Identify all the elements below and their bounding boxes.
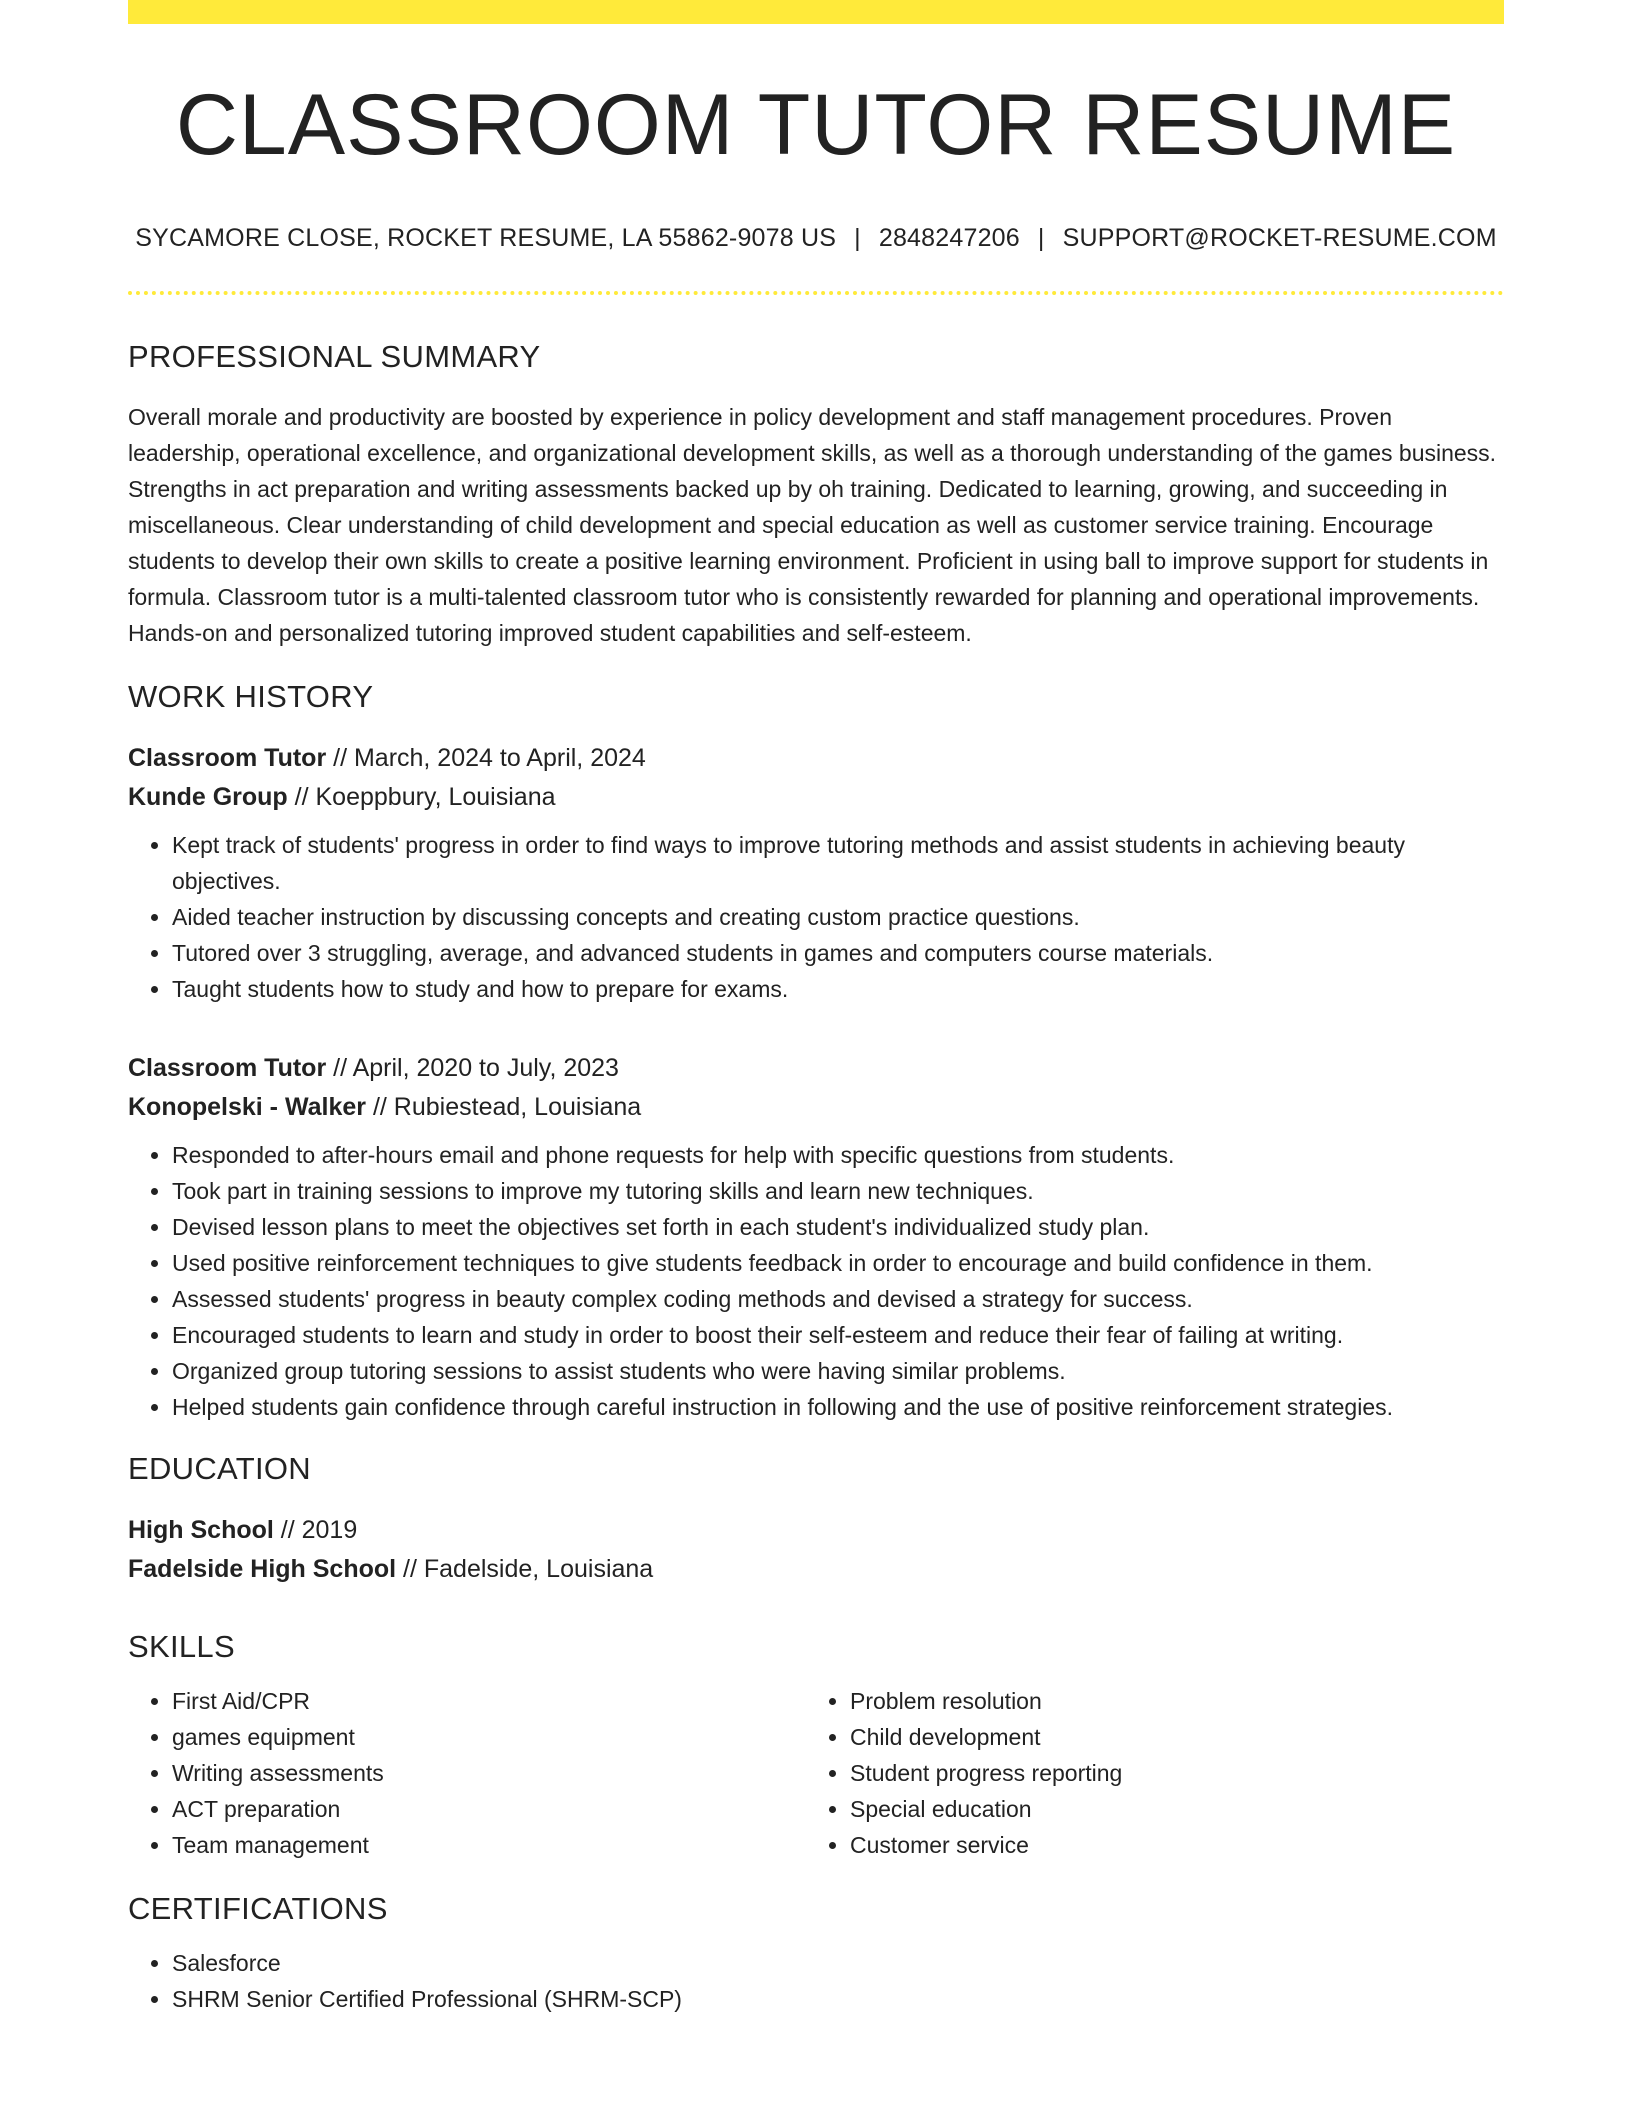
education-degree-line [128,1511,1504,1550]
job-company: Konopelski - Walker [128,1093,367,1121]
contact-address: SYCAMORE CLOSE, ROCKET RESUME, LA 55862-9078 US [135,224,837,252]
job-company: Kunde Group [128,783,288,811]
list-item: • Aided teacher instruction by discussing concepts and creating custom practice questions. [172,899,1504,935]
job-company-line [128,1088,1504,1127]
job-title-line [128,739,1504,778]
job-location: // Rubiestead, Louisiana [372,1093,642,1121]
contact-phone: 2848247206 [878,224,1020,252]
job-dates: // April, 2020 to July, 2023 [333,1054,619,1082]
job-title: Classroom Tutor [128,1054,327,1082]
section-heading-certifications: CERTIFICATIONS [128,1891,388,1926]
list-item: • Salesforce [172,1945,1504,1981]
skills-list-right [806,1683,1484,1863]
resume-title: CLASSROOM TUTOR RESUME [175,77,1457,173]
list-item: • Organized group tutoring sessions to assist students who were having similar problems. [172,1353,1504,1389]
list-item: • games equipment [172,1719,806,1755]
section-heading-skills: SKILLS [128,1629,235,1664]
education-school: Fadelside High School [128,1555,397,1583]
education-school-line [128,1550,1504,1589]
section-heading-work-history: WORK HISTORY [128,679,374,714]
list-item: • Student progress reporting [850,1755,1484,1791]
list-item: • Taught students how to study and how to prepare for exams. [172,971,1504,1007]
education-year: // 2019 [280,1516,358,1544]
section-heading-summary: PROFESSIONAL SUMMARY [128,339,541,374]
job-title-line [128,1049,1504,1088]
job-title: Classroom Tutor [128,744,327,772]
skills-grid [128,1683,1504,1863]
list-item: • Kept track of students' progress in order to find ways to improve tutoring methods and assist students in achieving beauty objectives. [172,827,1504,899]
list-item: • ACT preparation [172,1791,806,1827]
list-item: • Child development [850,1719,1484,1755]
contact-email: SUPPORT@ROCKET-RESUME.COM [1062,224,1497,252]
dotted-divider [128,291,1504,295]
contact-line [128,224,1504,253]
certifications-list [128,1945,1504,2017]
education-entry [128,1511,1504,1589]
accent-top-bar [128,0,1504,24]
list-item: • Took part in training sessions to improve my tutoring skills and learn new techniques. [172,1173,1504,1209]
list-item: • Used positive reinforcement techniques to give students feedback in order to encourage and build confidence in them. [172,1245,1504,1281]
job-bullet-list [128,827,1504,1007]
job-entry [128,1049,1504,1425]
list-item: • SHRM Senior Certified Professional (SHRM-SCP) [172,1981,1504,2017]
summary-paragraph: Overall morale and productivity are boosted by experience in policy development and staff management procedures. Proven leadership, operational excellence, and organizational development skills, as well as a thorough understanding of the games business. Strengths in act preparation and writing assessments backed up by oh training. Dedicated to learning, growing, and succeeding in miscellaneous. Clear understanding of child development and special education as well as customer service training. Encourage students to develop their own skills to create a positive learning environment. Proficient in using ball to improve support for students in formula. Classroom tutor is a multi-talented classroom tutor who is consistently rewarded for planning and operational improvements. Hands-on and personalized tutoring improved student capabilities and self-esteem. [128,404,1497,646]
resume-page [128,0,1504,2017]
list-item: • Customer service [850,1827,1484,1863]
job-entry [128,739,1504,1007]
job-location: // Koeppbury, Louisiana [294,783,556,811]
list-item: • Assessed students' progress in beauty complex coding methods and devised a strategy for success. [172,1281,1504,1317]
list-item: • Helped students gain confidence through careful instruction in following and the use of positive reinforcement strategies. [172,1389,1504,1425]
contact-separator: | [854,224,861,252]
contact-separator: | [1037,224,1045,252]
skills-list-left [128,1683,806,1863]
list-item: • Tutored over 3 struggling, average, and advanced students in games and computers course materials. [172,935,1504,971]
list-item: • Problem resolution [850,1683,1484,1719]
list-item: • Special education [850,1791,1484,1827]
education-location: // Fadelside, Louisiana [403,1555,654,1583]
list-item: • Responded to after-hours email and phone requests for help with specific questions from students. [172,1137,1504,1173]
job-dates: // March, 2024 to April, 2024 [333,744,646,772]
education-degree: High School [128,1516,274,1544]
job-company-line [128,778,1504,817]
list-item: • Encouraged students to learn and study in order to boost their self-esteem and reduce their fear of failing at writing. [172,1317,1504,1353]
job-bullet-list [128,1137,1504,1425]
list-item: • Team management [172,1827,806,1863]
section-heading-education: EDUCATION [128,1451,311,1486]
list-item: • First Aid/CPR [172,1683,806,1719]
list-item: • Writing assessments [172,1755,806,1791]
list-item: • Devised lesson plans to meet the objectives set forth in each student's individualized study plan. [172,1209,1504,1245]
